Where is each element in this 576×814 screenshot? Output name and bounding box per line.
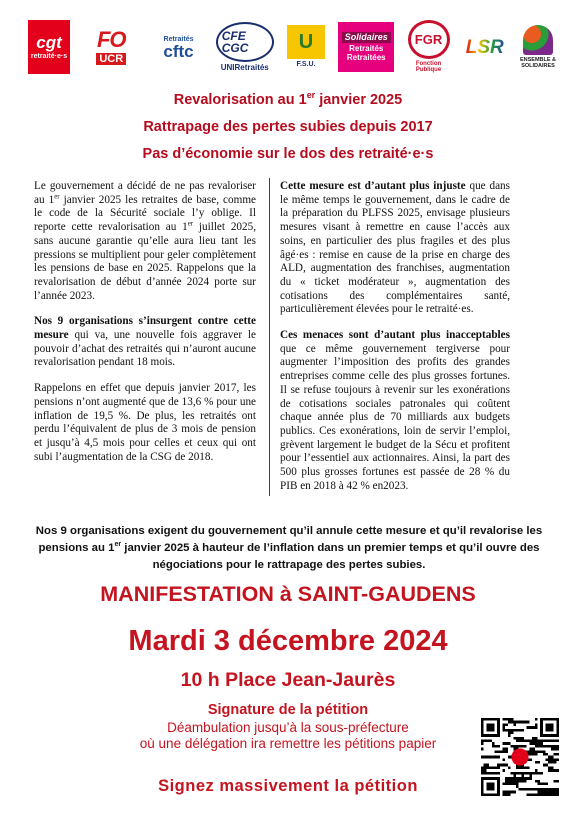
solidaires-logo (338, 22, 394, 72)
tree-icon (523, 25, 553, 55)
petition-signature: Signature de la pétition (207, 702, 369, 718)
right-paragraph-1: Cette mesure est d’autant plus injuste que dans le même temps le gouvernement, dans le cadre de la préparation du PLFSS 2025, envisage plusieurs mesures visant à remettre en cause l’accès aux soins, en particulier des plus fragiles et des plus âgé·es : remise en cause de la prise en charge des ALD, augmentation des franchises, augmentation du « ticket modérateur », augmentation des cotisations des complémentaires santé, particulièrement élevées pour le retraité·es. (280, 180, 510, 316)
deambulation-text: Déambulation jusqu’à la sous-préfecture où une délégation ira remettre les pétitions papier (139, 720, 437, 751)
cfe-logo-sub: UNIRetraités (220, 62, 269, 72)
fgr-logo-text: FGR (408, 20, 450, 59)
ensemble-logo-sub: ENSEMBLE & SOLIDAIRES (519, 56, 557, 69)
fo-logo-sub: UCR (96, 53, 126, 65)
logo-bar (28, 16, 558, 78)
left-column (34, 180, 256, 476)
fo-logo-text: FO (96, 26, 126, 52)
event-place: 10 h Place Jean-Jaurès (180, 669, 396, 691)
column-divider (269, 178, 270, 496)
cgt-logo-text: cgt (36, 32, 62, 52)
qr-code[interactable] (481, 718, 559, 796)
cgt-logo-sub: retraité·e·s (30, 52, 68, 60)
right-column (280, 180, 510, 505)
fgr-logo-sub: Fonction Publique (415, 60, 442, 74)
headline-revalorisation: Revalorisation au 1er janvier 2025 (173, 90, 403, 108)
solidaires-logo-sub: Retraités Retraitées (346, 43, 386, 62)
fo-ucr-logo (81, 20, 141, 74)
headline-economie: Pas d’économie sur le dos des retraité·e·s (142, 146, 434, 162)
sign-petition-cta: Signez massivement la pétition (158, 777, 418, 795)
cftc-logo (153, 20, 205, 74)
right-paragraph-2: Ces menaces sont d’autant plus inacceptables que ce même gouvernement tergiverse pour augmenter l’imposition des profits des grandes entreprises comme celle des plus grosses fortunes. Il se refuse toujours à revenir sur les exonérations de cotisations sociales patronales qui coûtent chaque année plus de 70 milliards aux budgets publics. Ces exonérations, loin de servir l’emploi, grèvent largement le budget de la Sécu et profitent pour l’essentiel aux actionnaires. Ainsi, la part des 500 plus grosses fortunes est passée de 28 % du PIB en 2018 à 42 % en2023. (280, 329, 510, 492)
left-paragraph-1: Le gouvernement a décidé de ne pas revaloriser au 1er janvier 2025 les retraites de base, comme le code de la Sécurité sociale l’y oblige. Il reporte cette revalorisation au 1er juillet 2025, sans aucune garantie qu’elle aura lieu tant les pressions se multiplient pour geler complètement les pensions de base en 2025. Rappelons que la revalorisation de début d’année 2024 porte sur l’année 2023. (34, 180, 256, 302)
solidaires-logo-text: Solidaires (342, 32, 391, 43)
headline-rattrapage: Rattrapage des pertes subies depuis 2017 (143, 119, 433, 135)
cfe-cgc-logo (216, 20, 274, 74)
left-paragraph-3: Rappelons en effet que depuis janvier 2017, les pensions n’ont augmenté que de 13,6 % pour une inflation de 19,5 %. De plus, les retraités ont perdu l’équivalent de plus de 3 mois de pension et jusqu’à 4,5 mois pour celles et ceux qui ont subi l’augmentation de la CSG de 2018. (34, 382, 256, 463)
cftc-logo-text: cftc (163, 42, 194, 62)
cgt-logo (28, 20, 70, 74)
event-date: Mardi 3 décembre 2024 (128, 625, 448, 657)
lsr-logo-text: LSR (465, 36, 504, 58)
ensemble-solidaires-logo (518, 20, 558, 74)
event-title: MANIFESTATION à SAINT-GAUDENS (100, 582, 476, 606)
qr-center-icon (511, 748, 528, 765)
cftc-logo-sub: Retraités (163, 35, 194, 43)
lsr-logo (463, 20, 507, 74)
fgr-logo (406, 20, 452, 74)
left-paragraph-2: Nos 9 organisations s’insurgent contre cette mesure qui va, une nouvelle fois aggraver le pouvoir d’achat des retraités qui n’auront aucune revalorisation pendant 18 mois. (34, 315, 256, 369)
fsu-logo (285, 20, 327, 74)
fsu-logo-sub: F.S.U. (296, 61, 316, 69)
demand-statement: Nos 9 organisations exigent du gouvernement qu’il annule cette mesure et qu’il revalorise les pensions au 1er janvier 2025 à hauteur de l’inflation dans un premier temps et qu’il ouvre des négociations pour le rattrapage des pertes subies. (35, 525, 543, 571)
cfe-logo-text: CFE CGC (216, 22, 274, 62)
fsu-logo-mark: U (287, 25, 325, 59)
